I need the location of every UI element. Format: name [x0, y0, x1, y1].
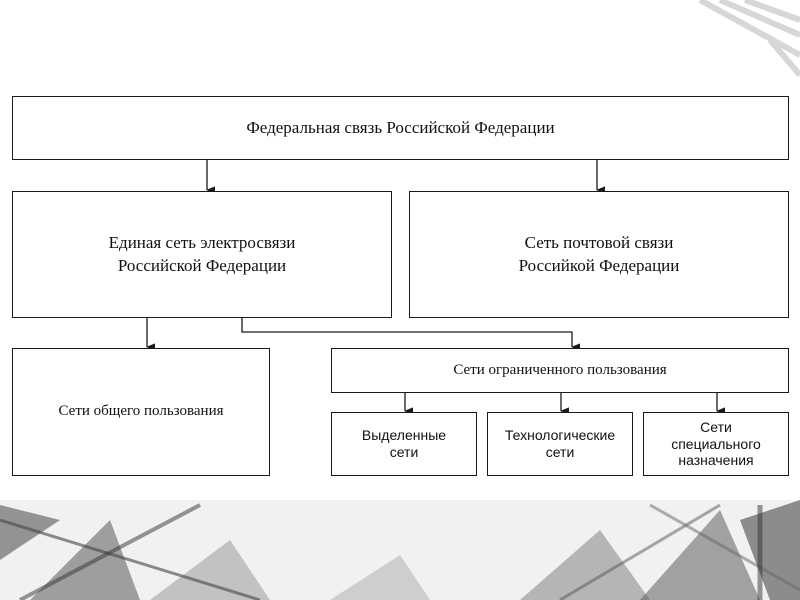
technological-networks-box [487, 412, 633, 476]
restricted-networks-box [331, 348, 789, 393]
technological-networks-line1: Технологические [504, 427, 616, 444]
root-box [12, 96, 789, 160]
special-networks-line1: Сети [700, 418, 732, 435]
dedicated-networks-line2: сети [389, 444, 419, 460]
special-networks-box [643, 412, 789, 476]
electro-network-line1: Единая сеть электросвязи [108, 233, 296, 253]
postal-network-line1: Сеть почтовой связи [524, 233, 674, 253]
root-label: Федеральная связь Российской Федерации [246, 117, 555, 137]
postal-network-line2: Российкой Федерации [518, 255, 680, 275]
arrow-electro-to-restricted [242, 318, 572, 347]
special-networks-line3: назначения [678, 452, 754, 469]
electro-network-box [12, 191, 392, 318]
technological-networks-line2: сети [545, 444, 575, 460]
public-networks-label: Сети общего пользования [58, 403, 224, 420]
restricted-networks-label: Сети ограниченного пользования [453, 361, 667, 378]
electro-network-line2: Российской Федерации [117, 255, 287, 275]
dedicated-networks-box [331, 412, 477, 476]
public-networks-box [12, 348, 270, 476]
dedicated-networks-line1: Выделенные [361, 427, 447, 444]
special-networks-line2: специального [671, 435, 761, 452]
postal-network-box [409, 191, 789, 318]
